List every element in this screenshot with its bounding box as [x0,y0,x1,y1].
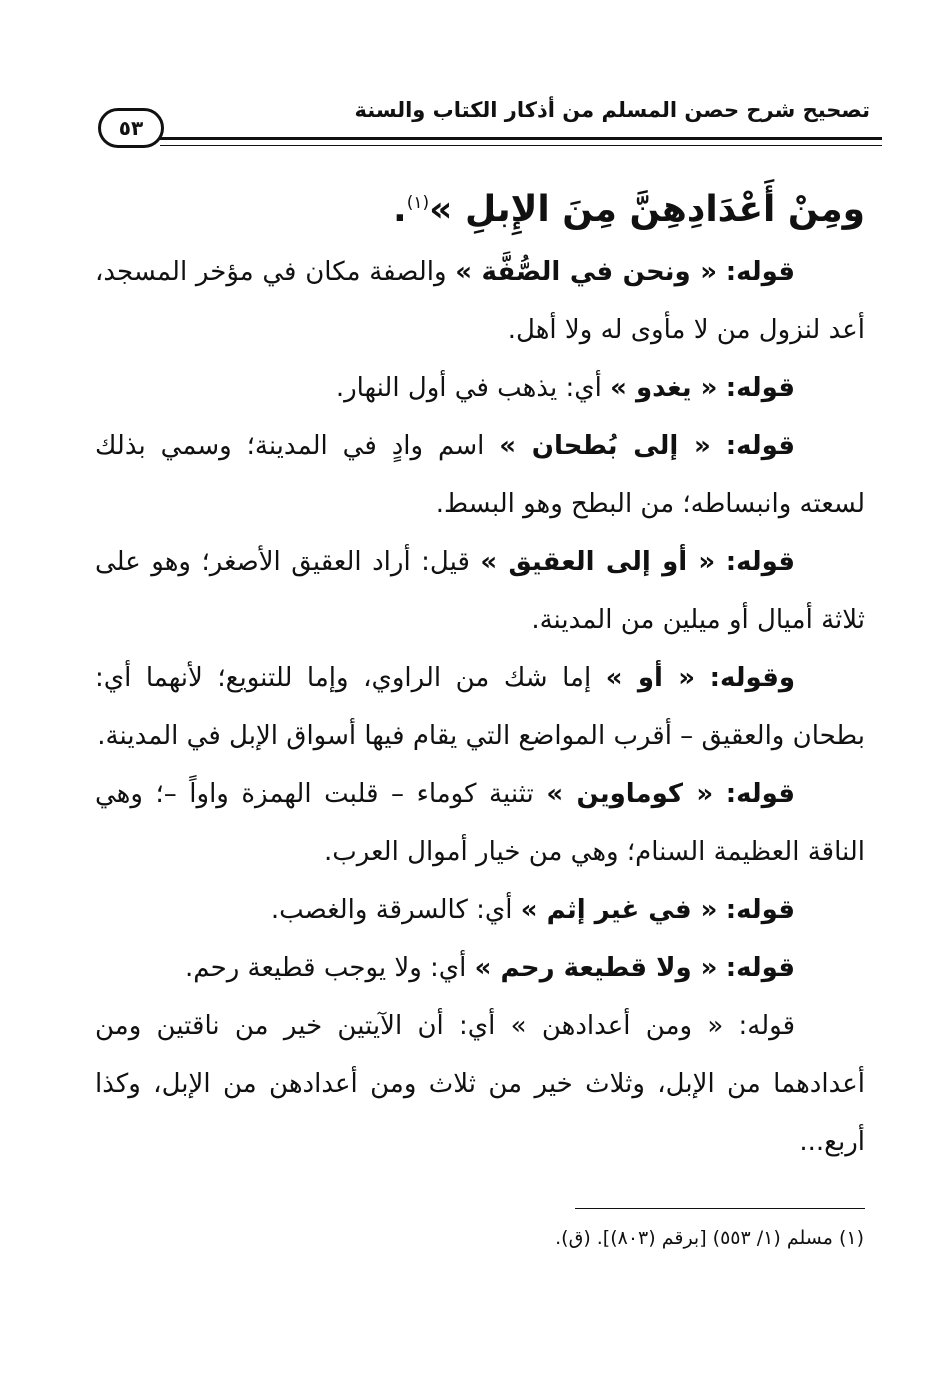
paragraph-term: « ونحن في الصُّفَّة » [455,257,718,287]
paragraph-text: قيل: أراد العقيق الأصغر؛ وهو على ثلاثة أميال أو ميلين من المدينة. [95,547,865,635]
paragraph-term: « أو إلى العقيق » [480,547,716,577]
page-body [95,170,865,1171]
paragraph-term: « إلى بُطحان » [499,431,711,461]
paragraph-label: قوله: [725,257,795,287]
header-rule-thin [160,145,882,146]
commentary-paragraph [95,939,865,997]
footnote: (١) مسلم (١/ ٥٥٣) [برقم (٨٠٣)]. (ق). [555,1227,864,1249]
paragraph-label: قوله: [725,779,796,809]
commentary-paragraph [95,997,865,1171]
paragraph-term: « أو » [605,663,696,693]
header-rule [160,137,882,140]
paragraph-text: والصفة مكان في مؤخر المسجد، أعد لنزول من لا مأوى له ولا أهل. [95,257,865,345]
paragraph-label: قوله: [725,547,795,577]
footnote-marker: (١) [406,193,430,213]
paragraph-text: أي: ولا يوجب قطيعة رحم. [185,953,475,983]
hadith-text: ومِنْ أَعْدَادِهِنَّ مِنَ الإِبلِ » [429,189,865,230]
paragraph-label: قوله: [725,953,795,983]
running-title: تصحيح شرح حصن المسلم من أذكار الكتاب والسنة [354,98,870,122]
commentary-paragraph [95,243,865,359]
paragraph-text: أي: يذهب في أول النهار. [335,373,611,403]
paragraph-label: قوله: [725,895,795,925]
commentary-paragraph [95,881,865,939]
paragraph-text: تثنية كوماء – قلبت الهمزة واواً –؛ وهي الناقة العظيمة السنام؛ وهي من خيار أموال العرب. [95,779,865,867]
commentary-paragraph [95,533,865,649]
paragraph-term: « ولا قطيعة رحم » [474,953,718,983]
paragraph-term: « في غير إثم » [520,895,718,925]
paragraph-term: « ومن أعدادهن » [510,1011,724,1041]
paragraph-text: أي: كالسرقة والغصب. [270,895,521,925]
paragraph-text: اسم وادٍ في المدينة؛ وسمي بذلك لسعته وانبساطه؛ من البطح وهو البسط. [95,431,865,519]
commentary-paragraph [95,359,865,417]
paragraph-label: قوله: [725,431,795,461]
paragraph-text: إما شك من الراوي، وإما للتنويع؛ لأنهما أي: بطحان والعقيق – أقرب المواضع التي يقام فيها أسواق الإبل في المدينة. [95,663,865,751]
commentary-paragraph [95,765,865,881]
paragraph-text: أي: أن الآيتين خير من ناقتين ومن أعدادهما من الإبل، وثلاث خير من ثلاث ومن أعدادهن من الإبل، وكذا أربع... [95,1011,865,1157]
paragraph-term: « كوماوين » [546,779,714,809]
commentary-paragraph [95,649,865,765]
paragraph-label: قوله: [738,1011,796,1041]
paragraph-term: « يغدو » [610,373,718,403]
hadith-closing-line: ومِنْ أَعْدَادِهِنَّ مِنَ الإِبلِ »$^{(١)}$. [393,189,865,230]
page-number: ٥٣ [98,108,164,148]
paragraph-label: وقوله: [709,663,796,693]
commentary-paragraph [95,417,865,533]
paragraph-label: قوله: [725,373,795,403]
footnote-separator [575,1208,865,1209]
